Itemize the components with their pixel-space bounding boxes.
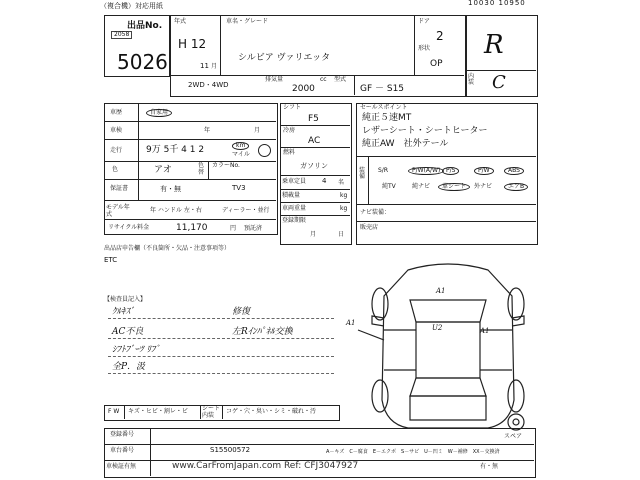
month-suffix: 月 [211,63,218,70]
sales-label: セールスポイント [360,104,408,111]
handle-label: 年 ハンドル 左・右 [150,207,202,214]
shape-label: 形状 [418,45,431,52]
doors-label: ドア [418,18,430,25]
sales-line-2: レザーシート・シートヒーター [362,126,488,136]
damage-mark-right: A1 [480,327,490,335]
sales-line-3: 純正AW 社外テール [362,139,449,149]
mileage-unit-mile: マイル [232,151,250,158]
spare-label: スペア [504,433,523,440]
displacement-value: 2000 [292,84,315,94]
recycle-deposit: 預託済 [244,225,263,232]
fuel-value: ガソリン [300,162,328,170]
equipment-label: 装備 [359,167,366,180]
inspector-label: 【検査員記入】 [104,296,147,303]
header-caption: （複合機）対応用紙 [100,2,163,10]
inspector-note-1: ｸﾙｷｽﾞ [112,307,135,317]
registration-month: 月 [310,231,317,238]
inspection-month: 月 [254,127,261,134]
equip-ext-navi: 外ナビ [474,183,493,190]
color-change-label: 色替 [198,162,205,176]
score-value: R [484,30,504,60]
lot-box [104,15,170,77]
history-value: 自家用 [146,109,172,117]
mileage-value: 9万 5千 4 1 2 [146,145,205,155]
color-label: 色 [112,166,119,173]
registration-day: 日 [338,231,345,238]
interior-label: 内装 [468,73,475,86]
declaration-label: 出品店申告欄（不良箇所・欠品・注意事項等） [104,245,231,252]
watermark: www.CarFromJapan.com Ref: CFJ3047927 [172,461,359,471]
inspector-note-2: AC不良 [112,327,144,337]
reg-label: 登録番号 [110,431,135,438]
ac-label: 冷房 [283,127,296,134]
color-no-label: カラーNo. [212,162,240,169]
load-unit: kg [340,192,348,199]
equip-sr: S/R [378,167,388,174]
name-label: 車名・グレード [226,18,269,25]
fw-items: キズ・ヒビ・割レ・ビ [128,408,188,415]
legend-right: 有・無 [480,463,499,470]
chassis-value: S15500572 [210,446,251,454]
mileage-label: 走行 [110,147,123,154]
shift-value: F5 [308,114,319,124]
displacement-label: 排気量 [265,76,284,83]
equip-leather: 革シート [438,183,470,191]
seat-items: コゲ・穴・臭い・シミ・破れ・汚 [226,408,317,415]
dealer-label: ディーラー・並行 [222,207,270,214]
lot-label: 出品No. [127,21,163,31]
mileage-unit-km: km [232,142,249,150]
color-value: アオ [154,165,172,175]
recycle-value: 11,170 [176,223,208,233]
damage-mark-roof: U2 [432,324,443,332]
inspection-label: 車検 [110,127,123,134]
model-label: 型式 [334,76,347,83]
equip-ps: P/S [442,167,459,175]
chassis-label: 車台番号 [110,447,135,454]
lot-number: 5026 [117,50,168,74]
warranty-value: 有・無 [160,185,181,193]
month-value: 11 [200,62,209,70]
registration-label: 登録期限 [282,217,307,224]
inspector-note-4: 全P．汲 [112,362,146,372]
equip-abs: ABS [504,167,524,175]
recycle-label: リサイクル料金 [108,224,150,231]
equip-pw-aw: P/W(A/W) [408,167,444,175]
fuel-label: 燃料 [283,149,296,156]
dealer-box-label: 販売店 [360,224,379,231]
vehicle-name: シルビア ヴァリエッタ [238,53,331,63]
lot-sub-code: 2058 [111,31,132,39]
declaration-value: ETC [104,256,118,264]
equip-navi: 純ナビ [412,183,431,190]
shape-value: OP [430,59,443,69]
sales-line-1: 純正５速MT [362,113,412,123]
weight-label: 車両重量 [282,205,307,212]
equip-tv: 純TV [382,183,396,190]
inspector-note-right-1: 修復 [232,307,251,317]
recycle-unit: 円 [230,225,237,232]
model-code: GF － S15 [360,84,405,94]
equip-airbag: エアB [504,183,528,191]
interior-value: C [492,72,506,93]
model-year-label: モデル年式 [106,204,130,218]
capacity-unit: 名 [338,179,345,186]
year-label: 年式 [174,18,187,25]
load-label: 積載量 [282,192,301,199]
inspector-note-right-2: 左Rｲﾝﾊﾟﾈﾙ交換 [232,327,293,337]
legend-text: A－キズ C－腐食 E－エクボ S－サビ U－凹ミ W－補修 XX－交換済 [326,449,500,455]
inspection-year: 年 [204,127,211,134]
warranty-tv: TV3 [232,184,246,192]
shift-label: シフト [283,104,302,111]
details-box [104,103,278,235]
fw-label: F W [108,408,120,415]
header-digits: 10030 10950 [468,0,526,7]
warranty-label: 保証書 [110,185,129,192]
navi-label: ナビ装備： [360,209,391,216]
equip-pw: P/W [474,167,494,175]
capacity-value: 4 [322,177,327,185]
seat-label: シート内装 [202,405,221,419]
legend-label: 車検証有無 [106,463,137,470]
inspector-note-3: ｼﾌﾄﾌﾞｰﾂ ﾘﾌﾞ [112,345,160,355]
weight-unit: kg [340,205,348,212]
doors-value: 2 [436,29,444,43]
year-value: H 12 [178,37,207,51]
damage-mark-left: A1 [346,319,356,327]
history-label: 車歴 [110,109,123,116]
damage-mark-front: A1 [436,287,446,295]
cc-unit: cc [320,76,327,83]
ac-value: AC [308,136,321,146]
capacity-label: 乗車定員 [282,178,307,185]
mileage-check-icon [258,144,271,157]
drive-type: 2WD・4WD [188,81,229,89]
